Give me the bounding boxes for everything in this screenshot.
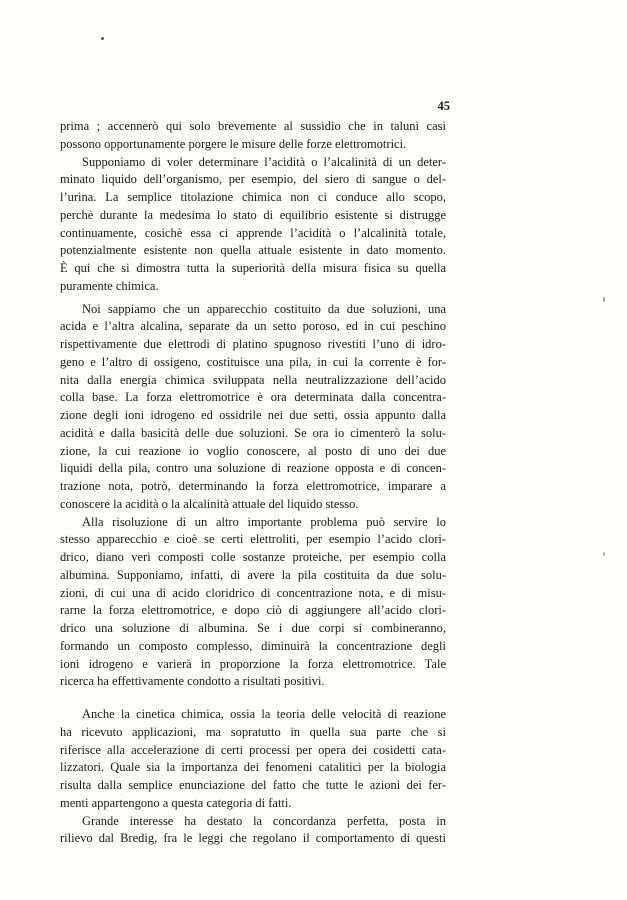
text-line: drico una soluzione di albumina. Se i due corpi si combineranno, bbox=[60, 621, 446, 635]
text-line: l’urina. La semplice titolazione chimica non ci conduce allo scopo, bbox=[60, 190, 446, 204]
text-line: rilievo dal Bredig, fra le leggi che regolano il comportamento di questi bbox=[60, 831, 446, 846]
text-line: perchè durante la medesima lo stato di equilibrio esistente si distrugge bbox=[60, 207, 446, 222]
text-line: possono opportunamente porgere le misure delle forze elettromotrici. bbox=[60, 136, 407, 151]
text-line: liquidi della pila, contro una soluzione di reazione opposta e di concen- bbox=[60, 461, 446, 476]
text-line: minato liquido dell’organismo, per esempio, del siero di sangue o del- bbox=[60, 172, 446, 187]
text-line: Noi sappiamo che un apparecchio costituito da due soluzioni, una bbox=[82, 301, 446, 316]
text-line: Anche la cinetica chimica, ossia la teoria delle velocità di reazione bbox=[82, 707, 446, 721]
text-line: drico, diano veri composti colle sostanze proteiche, per esempio colla bbox=[60, 550, 446, 564]
paragraph bbox=[60, 301, 446, 514]
text-line: conoscere la acidità o la alcalinità attuale del liquido stesso. bbox=[60, 496, 359, 511]
scan-speck bbox=[101, 37, 104, 40]
text-line: geno e l’altro di ossigeno, costituisce una pila, in cui la corrente è for- bbox=[60, 354, 446, 369]
text-line: ricerca ha effettivamente condotto a risultati positivi. bbox=[60, 674, 325, 689]
text-line: nita dalla energia chimica sviluppata nella neutralizzazione dell’acido bbox=[60, 372, 446, 387]
text-line: acidità e dalla basicità delle due soluzioni. Se ora io cimenterò la solu- bbox=[60, 425, 446, 440]
paragraph bbox=[60, 706, 446, 813]
scan-speck bbox=[603, 552, 605, 556]
text-line: potenzialmente esistente non quella attuale esistente in dato momento. bbox=[60, 243, 446, 258]
text-line: Grande interesse ha destato la concordanza perfetta, posta in bbox=[82, 813, 446, 828]
text-line: zione, la cui reazione io voglio conoscere, al posto di uno dei due bbox=[60, 443, 446, 458]
text-line: ha ricevuto applicazioni, ma sopratutto in quella sua parte che si bbox=[60, 724, 446, 739]
text-line: Alla risoluzione di un altro importante problema può servire lo bbox=[82, 514, 446, 529]
text-line: colla base. La forza elettromotrice è ora determinata dalla concentra- bbox=[60, 390, 446, 405]
text-line: acida e l’altra alcalina, separate da un setto poroso, ed in cui peschino bbox=[60, 319, 446, 334]
text-line: ioni idrogeno e varierà in proporzione la forza elettromotrice. Tale bbox=[60, 656, 446, 671]
paragraph bbox=[60, 154, 446, 296]
text-line: albumina. Supponiamo, infatti, di avere la pila costituita da due solu- bbox=[60, 567, 446, 582]
text-line: riferisce alla accelerazione di certi processi per opera dei cosidetti cata- bbox=[60, 742, 446, 757]
text-line: menti appartengono a questa categoria di fatti. bbox=[60, 795, 292, 810]
text-line: formando un composto complesso, diminuirà la concentrazione degli bbox=[60, 638, 446, 653]
text-line: zione degli ioni idrogeno ed ossidrile nei due setti, ossia appunto dalla bbox=[60, 408, 446, 422]
text-line: risulta dalla semplice enunciazione del fatto che tutte le azioni dei fer- bbox=[60, 778, 446, 792]
text-line: È qui che si dimostra tutta la superiorità della misura fisica su quella bbox=[60, 261, 446, 275]
text-line: zioni, di cui una di acido cloridrico di concentrazione nota, e di misu- bbox=[60, 585, 446, 600]
text-line: trazione nota, potrò, determinando la forza elettromotrice, imparare a bbox=[60, 479, 446, 493]
text-line: continuamente, cosichè essa ci apprende l’acidità o l’alcalinità totale, bbox=[60, 225, 446, 240]
text-line: lizzatori. Quale sia la importanza dei fenomeni catalitici per la biologia bbox=[60, 760, 446, 775]
paragraph bbox=[60, 514, 446, 692]
text-line: rispettivamente due elettrodi di platino spugnoso rivestiti l’uno di idro- bbox=[60, 337, 446, 351]
page-number: 45 bbox=[437, 99, 450, 113]
text-line: stesso apparecchio e cioè se certi elettroliti, per esempio l’acido clori- bbox=[60, 532, 446, 547]
text-line: prima ; accennerò qui solo brevemente al sussidio che in taluni casi bbox=[60, 119, 446, 133]
paragraph bbox=[60, 813, 446, 849]
body-text bbox=[60, 118, 446, 848]
scan-speck bbox=[603, 297, 605, 302]
paragraph bbox=[60, 118, 446, 154]
text-line: puramente chimica. bbox=[60, 278, 159, 293]
text-line: Supponiamo di voler determinare l’acidità o l’alcalinità di un deter- bbox=[82, 154, 446, 169]
text-line: rarne la forza elettromotrice, e dopo ciò di aggiungere all’acido clori- bbox=[60, 603, 446, 618]
